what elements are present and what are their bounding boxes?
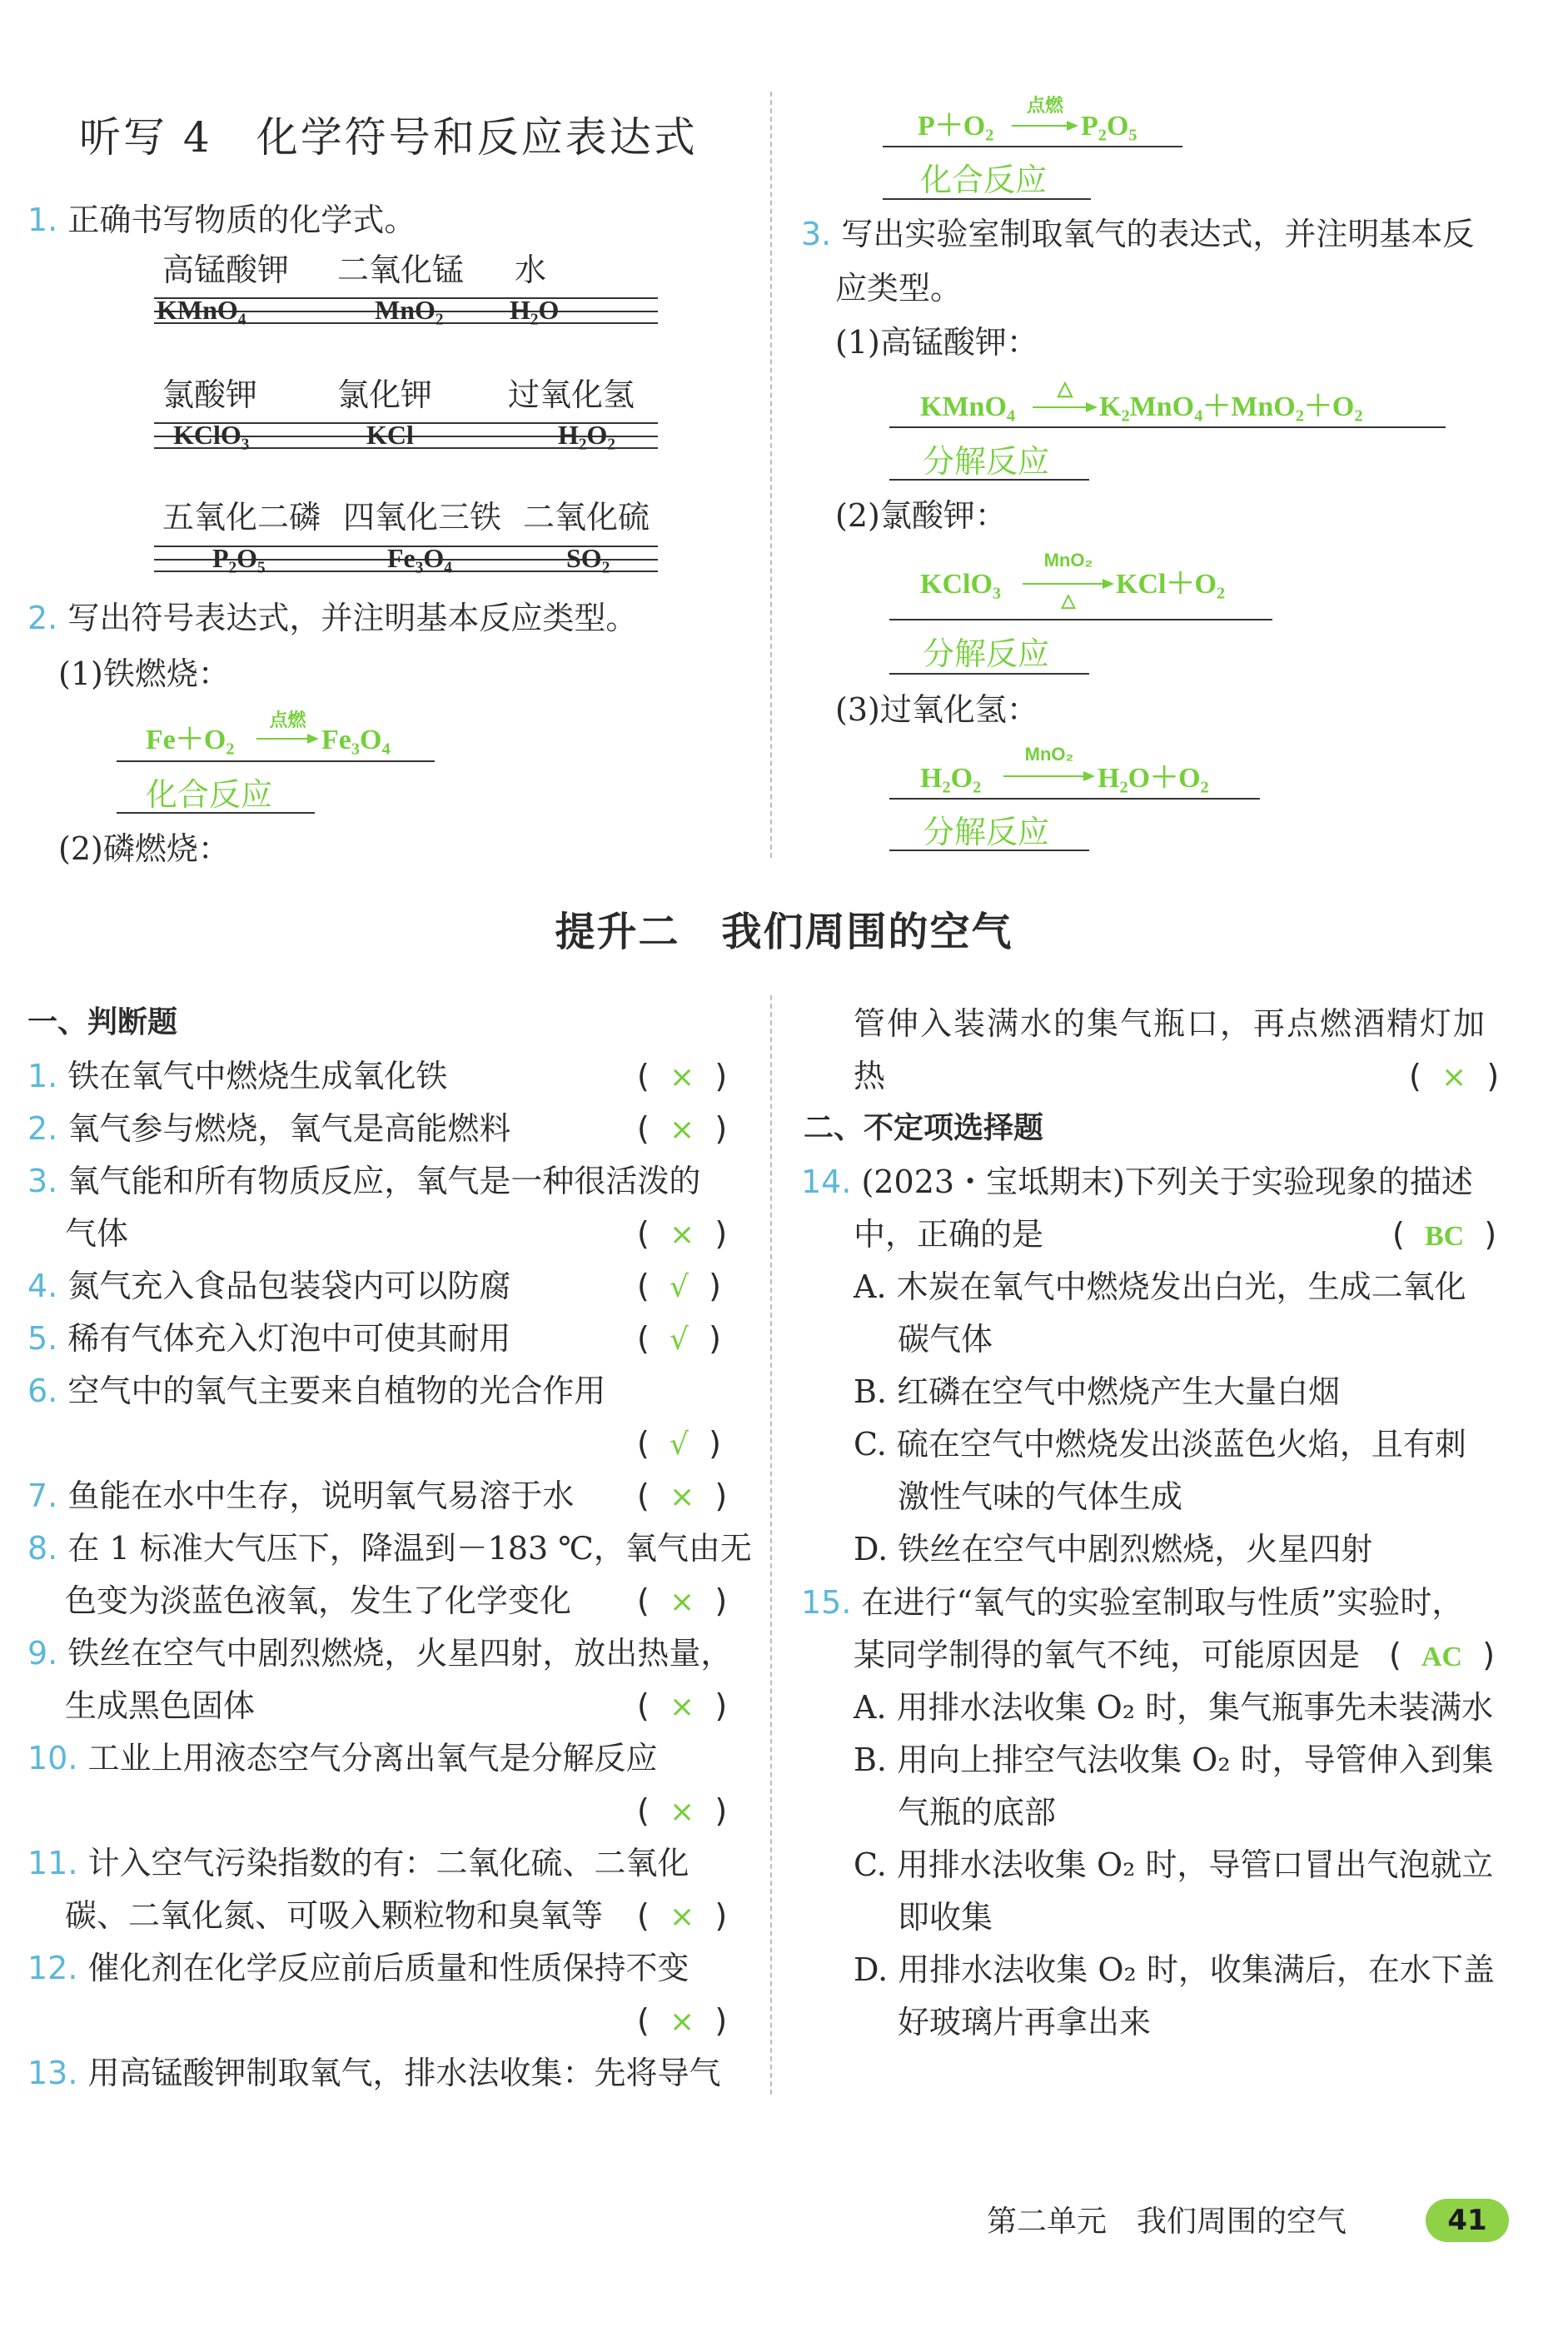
question-text: 写出实验室制取氧气的表达式，并注明基本反 bbox=[841, 216, 1475, 252]
answer-bracket: ( √ ) bbox=[637, 1268, 721, 1304]
answer-line bbox=[883, 146, 1182, 147]
answer-bracket: ( × ) bbox=[637, 1582, 728, 1619]
question-text: 用高锰酸钾制取氧气，排水法收集：先将导气 bbox=[87, 2055, 721, 2091]
answer-bracket: ( × ) bbox=[637, 1687, 728, 1724]
formula-answer: MnO₂ bbox=[375, 295, 444, 325]
formula-answer: H₂O₂ bbox=[558, 420, 615, 450]
judge-item-line bbox=[27, 1477, 575, 1514]
substance-name: 二氧化硫 bbox=[523, 499, 650, 536]
reaction-arrow bbox=[1023, 550, 1114, 616]
judge-item-line bbox=[27, 1060, 447, 1092]
question-text: 色变为淡蓝色液氧，发生了化学变化 bbox=[65, 1582, 572, 1619]
reaction-condition: 点燃 bbox=[1026, 95, 1063, 116]
reaction-type: 化合反应 bbox=[146, 776, 273, 813]
question-number: 10. bbox=[27, 1740, 78, 1776]
substance-name: 二氧化锰 bbox=[337, 252, 465, 288]
judge-item-line bbox=[27, 1530, 752, 1567]
question-2 bbox=[27, 602, 637, 634]
footer-unit: 第二单元 我们周围的空气 bbox=[987, 2205, 1347, 2239]
equation-product: Fe₃O₄ bbox=[321, 725, 391, 755]
answer-bracket: ( BC ) bbox=[1392, 1216, 1497, 1253]
question-text: 在进行“氧气的实验室制取与性质”实验时， bbox=[861, 1584, 1464, 1621]
question-text: 碳、二氧化氮、可吸入颗粒物和臭氧等 bbox=[65, 1897, 604, 1934]
question-number: 11. bbox=[27, 1845, 78, 1881]
option-line: 即收集 bbox=[898, 1899, 993, 1936]
question-text: 生成黑色固体 bbox=[65, 1687, 256, 1724]
question-text: 氧气参与燃烧，氧气是高能燃料 bbox=[67, 1110, 511, 1147]
substance-name: 四氧化三铁 bbox=[343, 499, 502, 536]
question-1 bbox=[27, 204, 416, 236]
equation-product: P₂O₅ bbox=[1081, 111, 1137, 142]
answer-bracket: ( × ) bbox=[637, 1477, 728, 1514]
substance-name: 水 bbox=[515, 252, 547, 288]
equation-reactant: KClO₃ bbox=[920, 569, 1002, 600]
option-line: B. 用向上排空气法收集 O₂ 时，导管伸入到集 bbox=[854, 1742, 1494, 1778]
reaction-type: 分解反应 bbox=[923, 443, 1050, 480]
formula-answer: KCl bbox=[366, 420, 414, 450]
question-number: 1. bbox=[27, 1058, 58, 1094]
option-line: B. 红磷在空气中燃烧产生大量白烟 bbox=[854, 1373, 1341, 1410]
question-text: 氮气充入食品包装袋内可以防腐 bbox=[67, 1268, 511, 1304]
page-number: 41 bbox=[1447, 2204, 1487, 2237]
answer-bracket: ( × ) bbox=[637, 1897, 728, 1934]
choice-answer: BC bbox=[1424, 1221, 1465, 1252]
question-number: 2. bbox=[27, 600, 58, 636]
option-line: D. 铁丝在空气中剧烈燃烧，火星四射 bbox=[854, 1531, 1373, 1567]
judge-answer: × bbox=[669, 1113, 695, 1147]
reaction-arrow bbox=[1012, 92, 1078, 133]
answer-bracket: ( × ) bbox=[1409, 1058, 1500, 1094]
answer-bracket: ( × ) bbox=[637, 1110, 728, 1147]
dictation-title: 听写 4 化学符号和反应表达式 bbox=[79, 113, 698, 162]
question-text: 空气中的氧气主要来自植物的光合作用 bbox=[67, 1373, 606, 1409]
answer-line bbox=[889, 798, 1260, 800]
option-line: C. 硫在空气中燃烧发出淡蓝色火焰，且有刺 bbox=[854, 1426, 1466, 1462]
question-number: 7. bbox=[27, 1477, 58, 1514]
question-number: 9. bbox=[27, 1635, 58, 1672]
judge-item-line bbox=[27, 1375, 605, 1407]
answer-bracket: ( √ ) bbox=[637, 1425, 721, 1462]
sub-label: (1)高锰酸钾： bbox=[835, 324, 1038, 361]
formula-answer: KClO₃ bbox=[173, 420, 250, 450]
question-text: 热 bbox=[854, 1058, 886, 1094]
judge-item-line bbox=[27, 1635, 733, 1672]
judge-item-line bbox=[27, 1110, 511, 1147]
judge-item-line bbox=[65, 1582, 572, 1619]
question-15 bbox=[801, 1584, 1464, 1621]
answer-bracket: ( × ) bbox=[637, 1792, 728, 1829]
question-text: 氧气能和所有物质反应，氧气是一种很活泼的 bbox=[67, 1163, 701, 1199]
sub-label: (2)氯酸钾： bbox=[835, 497, 1007, 534]
judge-item-line bbox=[27, 1320, 511, 1357]
judge-item-line bbox=[27, 1847, 689, 1879]
question-number: 3. bbox=[27, 1163, 58, 1199]
sub-label: (2)磷燃烧： bbox=[58, 830, 230, 867]
judge-answer: × bbox=[1441, 1060, 1467, 1094]
equation-product: KCl＋O₂ bbox=[1116, 569, 1226, 600]
equation-reactant: KMnO₄ bbox=[920, 391, 1016, 422]
question-text: 正确书写物质的化学式。 bbox=[67, 202, 416, 238]
equation-product: H₂O＋O₂ bbox=[1098, 763, 1209, 794]
option-line: 气瓶的底部 bbox=[898, 1794, 1057, 1831]
reaction-condition: 点燃 bbox=[269, 710, 306, 730]
judge-item-line bbox=[27, 1165, 700, 1197]
judge-answer: √ bbox=[669, 1428, 689, 1462]
formula-answer: Fe₃O₄ bbox=[387, 543, 452, 573]
reaction-type: 分解反应 bbox=[923, 814, 1050, 850]
question-text: 在 1 标准大气压下，降温到－183 ℃，氧气由无 bbox=[67, 1530, 752, 1567]
substance-name: 氯化钾 bbox=[337, 376, 433, 413]
answer-line bbox=[889, 619, 1272, 620]
question-text: 应类型。 bbox=[835, 270, 963, 306]
question-text: 催化剂在化学反应前后质量和性质保持不变 bbox=[87, 1950, 689, 1986]
judge-answer: √ bbox=[669, 1323, 689, 1357]
question-text: 鱼能在水中生存，说明氧气易溶于水 bbox=[67, 1477, 575, 1514]
formula-answer: KMnO₄ bbox=[157, 295, 246, 325]
equation-reactant: Fe＋O₂ bbox=[146, 725, 235, 755]
judge-item-line bbox=[27, 2057, 721, 2089]
answer-line bbox=[117, 760, 435, 762]
option-line: 好玻璃片再拿出来 bbox=[898, 2004, 1152, 2041]
judge-answer: √ bbox=[669, 1270, 689, 1304]
question-14 bbox=[801, 1166, 1473, 1198]
option-line: A. 用排水法收集 O₂ 时，集气瓶事先未装满水 bbox=[854, 1689, 1494, 1726]
judge-answer: × bbox=[669, 1060, 695, 1094]
choice-answer: AC bbox=[1421, 1642, 1463, 1672]
question-text: 铁丝在空气中剧烈燃烧，火星四射，放出热量， bbox=[67, 1635, 733, 1672]
judge-answer: × bbox=[669, 1690, 695, 1724]
judge-item-line bbox=[27, 1952, 689, 1984]
substance-name: 过氧化氢 bbox=[508, 376, 635, 413]
judge-item-line bbox=[65, 1897, 604, 1934]
question-text: 铁在氧气中燃烧生成氧化铁 bbox=[67, 1058, 448, 1094]
reaction-arrow bbox=[256, 706, 319, 748]
column-divider bbox=[770, 995, 772, 2095]
question-text: 中，正确的是 bbox=[854, 1216, 1044, 1253]
judge-item-line bbox=[27, 1742, 658, 1774]
answer-bracket: ( AC ) bbox=[1389, 1637, 1496, 1673]
equation-reactant: P＋O₂ bbox=[918, 111, 994, 142]
substance-name: 五氧化二磷 bbox=[162, 499, 321, 536]
judge-answer: × bbox=[669, 1795, 695, 1829]
option-line: 碳气体 bbox=[898, 1321, 993, 1358]
judge-answer: × bbox=[669, 1480, 695, 1514]
judge-answer: × bbox=[669, 2005, 695, 2039]
reaction-condition: MnO₂ bbox=[1043, 550, 1093, 571]
page-number-badge bbox=[1426, 2199, 1509, 2242]
option-line: D. 用排水法收集 O₂ 时，收集满后，在水下盖 bbox=[854, 1951, 1495, 1988]
reaction-arrow bbox=[1003, 744, 1095, 785]
question-number: 6. bbox=[27, 1373, 58, 1409]
judge-heading: 一、判断题 bbox=[27, 1005, 178, 1039]
judge-item-line bbox=[65, 1687, 256, 1724]
question-text: 写出符号表达式，并注明基本反应类型。 bbox=[67, 600, 638, 636]
question-number: 8. bbox=[27, 1530, 58, 1567]
question-text: 工业上用液态空气分离出氧气是分解反应 bbox=[87, 1740, 658, 1776]
section-title: 提升二 我们周围的空气 bbox=[555, 909, 1013, 955]
reaction-condition: △ bbox=[1061, 590, 1076, 610]
formula-answer: SO₂ bbox=[566, 543, 610, 573]
column-divider bbox=[770, 92, 772, 858]
reaction-condition: △ bbox=[1057, 377, 1073, 400]
reaction-type: 分解反应 bbox=[923, 635, 1050, 672]
question-text: (2023・宝坻期末)下列关于实验现象的描述 bbox=[861, 1164, 1473, 1200]
question-number: 13. bbox=[27, 2055, 78, 2091]
answer-bracket: ( × ) bbox=[637, 1058, 728, 1094]
question-text: 稀有气体充入灯泡中可使其耐用 bbox=[67, 1320, 511, 1357]
answer-line bbox=[889, 426, 1446, 428]
question-number: 12. bbox=[27, 1950, 78, 1986]
question-text: 计入空气污染指数的有：二氧化硫、二氧化 bbox=[87, 1845, 689, 1881]
answer-bracket: ( × ) bbox=[637, 2002, 728, 2039]
question-number: 4. bbox=[27, 1268, 58, 1304]
option-line: A. 木炭在氧气中燃烧发出白光，生成二氧化 bbox=[854, 1268, 1466, 1305]
question-number: 3. bbox=[801, 216, 832, 252]
question-text: 管伸入装满水的集气瓶口，再点燃酒精灯加 bbox=[854, 1005, 1487, 1042]
reaction-arrow bbox=[1033, 376, 1098, 415]
judge-answer: × bbox=[669, 1218, 695, 1252]
question-number: 1. bbox=[27, 202, 58, 238]
question-number: 2. bbox=[27, 1110, 58, 1147]
question-number: 5. bbox=[27, 1320, 58, 1357]
choice-heading: 二、不定项选择题 bbox=[804, 1111, 1044, 1145]
option-line: 激性气味的气体生成 bbox=[898, 1478, 1183, 1515]
judge-answer: × bbox=[669, 1585, 695, 1619]
question-3 bbox=[801, 218, 1474, 250]
reaction-type: 化合反应 bbox=[920, 162, 1048, 198]
question-text: 气体 bbox=[65, 1215, 129, 1252]
equation-product: K₂MnO₄＋MnO₂＋O₂ bbox=[1099, 391, 1363, 422]
question-text: 某同学制得的氧气不纯，可能原因是 bbox=[854, 1637, 1361, 1673]
answer-bracket: ( √ ) bbox=[637, 1320, 721, 1357]
question-number: 14. bbox=[801, 1164, 852, 1200]
substance-name: 氯酸钾 bbox=[162, 376, 258, 413]
answer-line bbox=[883, 198, 1091, 200]
judge-item-line bbox=[27, 1270, 510, 1302]
substance-name: 高锰酸钾 bbox=[162, 252, 290, 288]
judge-item-line bbox=[65, 1215, 129, 1252]
formula-answer: H₂O bbox=[510, 295, 560, 325]
reaction-condition: MnO₂ bbox=[1024, 744, 1074, 765]
answer-line bbox=[889, 673, 1089, 675]
answer-bracket: ( × ) bbox=[637, 1215, 728, 1252]
sub-label: (1)铁燃烧： bbox=[58, 655, 230, 692]
formula-answer: P₂O₅ bbox=[212, 543, 266, 573]
judge-answer: × bbox=[669, 1900, 695, 1934]
option-line: C. 用排水法收集 O₂ 时，导管口冒出气泡就立 bbox=[854, 1846, 1494, 1883]
equation-reactant: H₂O₂ bbox=[920, 763, 982, 794]
sub-label: (3)过氧化氢： bbox=[835, 691, 1038, 728]
question-number: 15. bbox=[801, 1584, 852, 1621]
